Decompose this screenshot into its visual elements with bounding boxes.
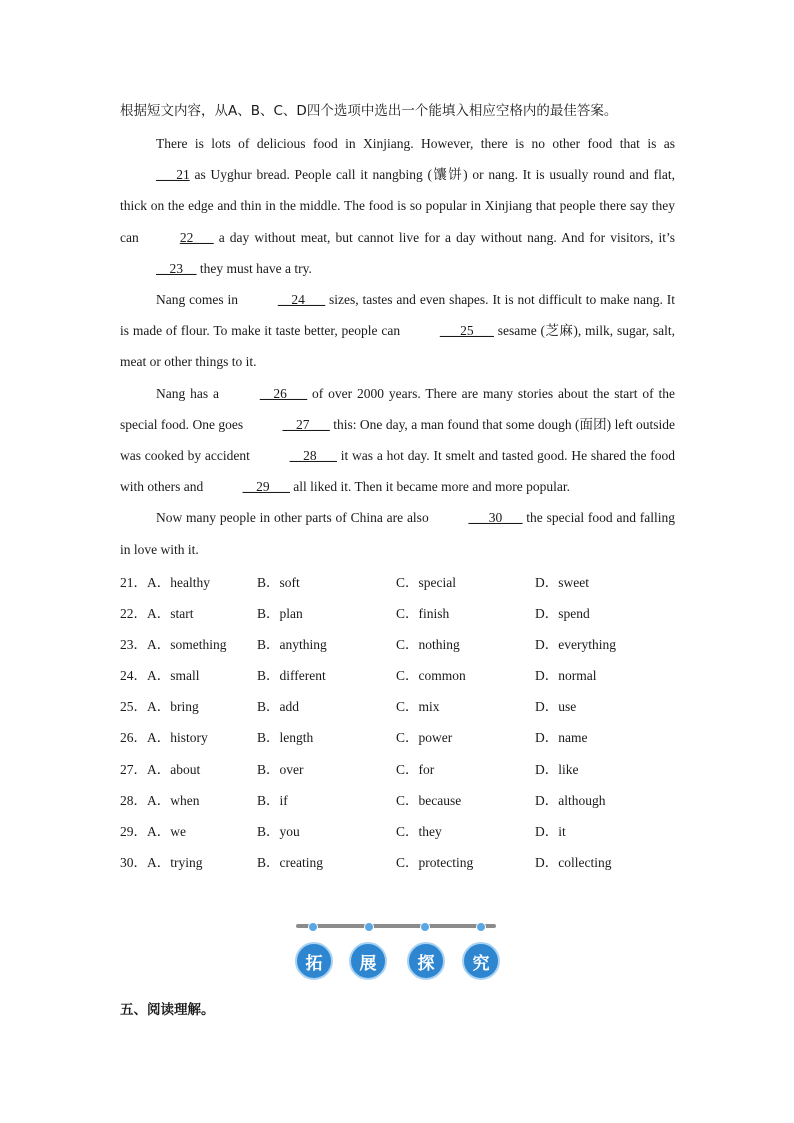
- option-b: B．add: [257, 699, 299, 715]
- option-c: C．because: [396, 792, 462, 808]
- banner-char-2: 展: [349, 942, 387, 980]
- blank-27: __27___: [282, 416, 330, 432]
- passage-text: all liked it. Then it became more and more popular.: [289, 479, 571, 495]
- passage-paragraph-3: [120, 378, 675, 503]
- passage-text: There is lots of delicious food in Xinjiang. However, there is no other food that is as: [156, 136, 675, 151]
- passage-text: the special food and falling in love with it.: [120, 510, 675, 557]
- option-a: 27．A．about: [120, 761, 201, 777]
- option-row: [120, 689, 680, 720]
- option-d: D．use: [535, 699, 577, 715]
- option-row: [120, 845, 680, 876]
- option-c: C．power: [396, 730, 453, 746]
- banner-dot: [476, 922, 486, 932]
- option-b: B．different: [257, 668, 326, 684]
- option-b: B．length: [257, 730, 314, 746]
- option-row: [120, 814, 680, 845]
- option-b: B．if: [257, 792, 288, 808]
- option-a: 22．A．start: [120, 606, 194, 622]
- option-d: D．sweet: [535, 575, 589, 590]
- passage-text: sesame (芝麻), milk, sugar, salt, meat or other things to it.: [120, 323, 675, 370]
- option-d: D．collecting: [535, 854, 612, 870]
- option-a: 28．A．when: [120, 792, 200, 808]
- option-d: D．normal: [535, 668, 597, 684]
- passage-paragraph-4: [120, 502, 675, 564]
- option-c: C．mix: [396, 699, 440, 715]
- option-a: 24．A．small: [120, 668, 200, 684]
- passage-text: this: One day, a man found that some dough (面团) left outside was cooked by accident: [120, 416, 675, 464]
- option-c: C．for: [396, 761, 435, 777]
- option-d: D．name: [535, 730, 588, 746]
- banner-char-4: 究: [462, 942, 500, 980]
- passage-text: Now many people in other parts of China are also: [156, 510, 433, 526]
- passage-paragraph-1: [120, 128, 675, 284]
- passage-text: sizes, tastes and even shapes. It is not difficult to make nang. It is made of flour. To make it taste better, people can: [120, 292, 676, 339]
- banner-bar: [296, 924, 496, 928]
- option-c: C．nothing: [396, 637, 460, 653]
- option-d: D．like: [535, 761, 579, 777]
- option-a: 29．A．we: [120, 823, 186, 839]
- option-b: B．plan: [257, 606, 303, 622]
- option-d: D．spend: [535, 606, 590, 622]
- banner-dot: [308, 922, 318, 932]
- blank-26: __26___: [259, 385, 308, 401]
- banner-char-1: 拓: [295, 942, 333, 980]
- passage-text: Nang comes in: [156, 292, 242, 308]
- passage-text: as Uyghur bread. People call it nangbing (馕饼) or nang. It is usually round and flat, thick on the edge and thin in the middle. The food is so popular in Xinjiang that people there say they can: [120, 167, 675, 245]
- option-c: C．finish: [396, 606, 450, 622]
- option-d: D．it: [535, 823, 566, 839]
- option-b: B．creating: [257, 854, 323, 870]
- banner-dot: [420, 922, 430, 932]
- option-b: B．anything: [257, 637, 327, 653]
- option-row: [120, 658, 680, 689]
- cloze-passage: [120, 128, 675, 565]
- blank-22: 22___: [179, 229, 214, 245]
- instruction-text: 根据短文内容，从A、B、C、D四个选项中选出一个能填入相应空格内的最佳答案。: [120, 103, 618, 119]
- option-row: [120, 596, 680, 627]
- blank-24: __24___: [277, 292, 326, 308]
- option-row: [120, 720, 680, 751]
- option-b: B．soft: [257, 575, 300, 590]
- option-a: 26．A．history: [120, 730, 208, 746]
- passage-text: it was a hot day. It smelt and tasted good. He shared the food with others and: [120, 448, 675, 495]
- passage-text: they must have a try.: [196, 260, 312, 276]
- option-row: [120, 783, 680, 814]
- option-c: C．protecting: [396, 854, 474, 870]
- section-heading: 五、阅读理解。: [120, 1002, 215, 1018]
- option-a: 21．A．healthy: [120, 575, 210, 590]
- extension-banner: [290, 918, 505, 980]
- passage-text: a day without meat, but cannot live for a day without nang. And for visitors, it’s: [213, 229, 675, 245]
- blank-30: ___30___: [468, 510, 523, 526]
- options-list: [120, 565, 680, 876]
- option-row: [120, 565, 680, 596]
- option-row: [120, 627, 680, 658]
- blank-21: ___21: [156, 167, 190, 183]
- blank-23: __23__: [156, 260, 197, 276]
- blank-25: ___25___: [439, 323, 494, 339]
- option-a: 23．A．something: [120, 637, 227, 653]
- option-c: C．special: [396, 575, 456, 590]
- option-c: C．common: [396, 668, 466, 684]
- option-row: [120, 752, 680, 783]
- banner-char-3: 探: [407, 942, 445, 980]
- blank-28: __28___: [289, 448, 337, 464]
- passage-text: of over 2000 years. There are many stories about the start of the special food. One goes: [120, 385, 675, 432]
- passage-text: Nang has a: [156, 385, 224, 401]
- option-d: D．everything: [535, 637, 616, 653]
- option-b: B．over: [257, 761, 304, 777]
- option-c: C．they: [396, 823, 442, 839]
- option-a: 30．A．trying: [120, 854, 203, 870]
- option-a: 25．A．bring: [120, 699, 199, 715]
- blank-29: __29___: [242, 479, 290, 495]
- banner-dot: [364, 922, 374, 932]
- passage-paragraph-2: [120, 284, 675, 378]
- option-b: B．you: [257, 823, 300, 839]
- option-d: D．although: [535, 792, 606, 808]
